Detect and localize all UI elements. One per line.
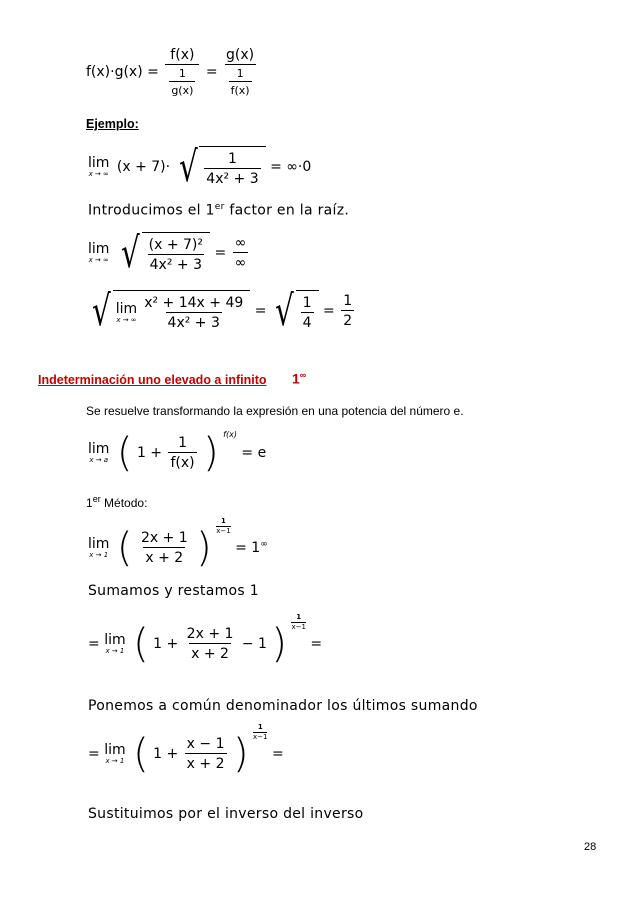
equals-suffix: =: [310, 636, 323, 652]
open-paren-icon: (: [116, 525, 133, 571]
fraction-numerator: ∞: [234, 235, 247, 251]
section-heading: Indeterminación uno elevado a infinito: [38, 373, 267, 387]
inner-fraction: [168, 436, 196, 470]
fraction-denominator: 4x² + 3: [148, 254, 204, 272]
method-label: [86, 494, 147, 510]
limit-label: lim: [88, 241, 110, 257]
base-fraction: [139, 531, 190, 565]
page-number: 28: [584, 841, 597, 853]
fraction-numerator: (x + 7)²: [148, 236, 203, 253]
fraction-numerator: 1: [302, 294, 312, 311]
radicand: [113, 290, 251, 332]
section-description: Se resuelve transformando la expresión en una potencia del número e.: [86, 404, 464, 418]
radicand-fraction: [147, 238, 205, 272]
example-limit-2: [88, 228, 250, 277]
close-paren-icon: ): [196, 525, 212, 571]
quarter-fraction: [301, 296, 314, 330]
limit-subscript: x → 1: [105, 757, 125, 765]
step-common-denominator: Ponemos a común denominador los últimos sumando: [88, 698, 478, 714]
step-text-rest: factor en la raíz.: [224, 202, 350, 219]
fraction-denominator: ∞: [233, 252, 249, 270]
limit-subscript: x → a: [89, 456, 109, 464]
fraction-denominator: x + 2: [189, 643, 231, 661]
limit-subscript: x → 1: [105, 647, 125, 655]
formula-e-limit: [88, 430, 267, 476]
inner-numerator: 1: [236, 67, 244, 80]
fraction-numerator: 1: [343, 293, 353, 309]
method-superscript: er: [92, 494, 101, 504]
step-text: Introducimos el 1: [88, 202, 215, 219]
section-symbol: [292, 370, 306, 387]
inner-fraction: [229, 68, 252, 96]
exponent-numerator: 1: [257, 723, 263, 731]
radical-sign-icon: √: [178, 142, 198, 191]
fraction-denominator: x + 2: [143, 547, 185, 565]
equals-suffix: =: [271, 746, 284, 762]
limit-operator: [104, 743, 125, 765]
limit-label: lim: [115, 300, 138, 317]
exponent-fraction: [253, 724, 267, 741]
fraction-g-over-inverse-f: [224, 48, 256, 96]
radicand-fraction: [204, 152, 260, 186]
open-paren-icon: (: [133, 621, 149, 667]
limit-operator: [88, 442, 109, 464]
fraction-denominator: 2: [341, 310, 354, 328]
exponent: f(x): [223, 430, 237, 439]
limit-label: lim: [88, 441, 110, 457]
step-add-subtract: Sumamos y restamos 1: [88, 583, 259, 599]
radicand: [296, 290, 319, 332]
limit-operator: [104, 633, 125, 655]
limit-subscript: x → ∞: [116, 315, 137, 324]
step-introduce-factor: [88, 202, 349, 219]
exponent-fraction: [291, 614, 305, 631]
equals-prefix: =: [88, 636, 100, 652]
method-number: 1: [86, 496, 93, 510]
fraction-denominator: f(x): [168, 452, 196, 470]
example-limit-3: [88, 286, 356, 335]
one-plus: 1 +: [153, 746, 179, 762]
limit-result: = ∞·0: [270, 159, 312, 175]
close-paren-icon: ): [271, 621, 288, 667]
section-symbol-base: 1: [292, 370, 300, 387]
limit-subscript: x → 1: [89, 551, 109, 559]
method-text: Método:: [100, 496, 148, 510]
half-fraction: [341, 294, 354, 328]
method-limit-2: [88, 613, 323, 667]
limit-operator: [116, 302, 137, 324]
result-superscript: ∞: [260, 539, 268, 550]
example-limit-1: [88, 142, 312, 191]
radical-sign-icon: √: [274, 286, 294, 335]
exponent-numerator: 1: [220, 517, 226, 525]
example-heading: Ejemplo:: [86, 117, 139, 131]
limit-label: lim: [104, 632, 126, 648]
section-symbol-sup: ∞: [299, 370, 307, 380]
one-plus: 1 +: [136, 445, 163, 461]
inner-fraction: [185, 737, 227, 771]
open-paren-icon: (: [133, 731, 149, 777]
fraction-denominator: x + 2: [185, 753, 227, 771]
result-fraction: [233, 236, 249, 270]
step-inverse: Sustituimos por el inverso del inverso: [88, 806, 364, 822]
fraction-f-over-inverse-g: [165, 48, 199, 96]
square-root: [117, 228, 210, 277]
inner-fraction: [185, 627, 236, 661]
fraction-numerator: 1: [228, 150, 237, 167]
equals-sign: =: [254, 303, 267, 319]
formula-lhs: f(x)·g(x) =: [86, 64, 159, 80]
close-paren-icon: ): [203, 430, 219, 476]
fraction-denominator: 4x² + 3: [166, 312, 222, 330]
fraction-denominator: 4: [301, 312, 314, 330]
fraction-numerator: g(x): [226, 47, 255, 63]
fraction-denominator: [225, 64, 256, 96]
method-limit-3: [88, 723, 284, 777]
radicand-fraction: [142, 296, 245, 330]
close-paren-icon: ): [232, 731, 249, 777]
fraction-denominator: [165, 64, 199, 96]
square-root: [175, 142, 266, 191]
one-plus: 1 +: [153, 636, 179, 652]
method-limit-1: [88, 517, 268, 571]
limit-operator: [88, 242, 109, 264]
exponent-denominator: x−1: [253, 733, 268, 741]
exponent-denominator: x−1: [216, 527, 231, 535]
limit-operator: [88, 156, 109, 178]
fraction-numerator: 2x + 1: [186, 626, 234, 642]
limit-label: lim: [88, 536, 110, 552]
fraction-numerator: 1: [178, 435, 188, 451]
fraction-denominator: 4x² + 3: [204, 168, 260, 186]
equals-sign: =: [323, 303, 335, 319]
exponent-denominator: x−1: [291, 623, 306, 631]
fraction-numerator: x² + 14x + 49: [144, 294, 244, 311]
equals-prefix: =: [88, 746, 100, 762]
equals-sign: =: [205, 64, 218, 80]
limit-subscript: x → ∞: [88, 170, 109, 178]
limit-label: lim: [104, 742, 126, 758]
step-superscript: er: [214, 202, 225, 212]
limit-operator: [88, 537, 109, 559]
inner-numerator: 1: [178, 67, 186, 80]
radicand: [142, 232, 210, 274]
limit-subscript: x → ∞: [88, 256, 109, 264]
fraction-numerator: f(x): [170, 47, 195, 63]
radical-sign-icon: √: [120, 228, 140, 277]
inner-denominator: f(x): [229, 81, 252, 96]
open-paren-icon: (: [116, 430, 133, 476]
square-root-outer: [88, 286, 250, 335]
radicand: [199, 146, 265, 188]
limit-result: = e: [241, 445, 267, 461]
limit-label: lim: [88, 155, 110, 171]
limit-result: = 1: [235, 540, 261, 556]
inner-fraction: [169, 68, 195, 96]
formula-product-fraction: [86, 48, 258, 96]
exponent-numerator: 1: [296, 613, 302, 621]
radical-sign-icon: √: [92, 286, 111, 335]
square-root-quarter: [271, 286, 319, 335]
fraction-numerator: x − 1: [186, 736, 225, 752]
fraction-numerator: 2x + 1: [140, 530, 188, 546]
factor-expression: (x + 7)·: [116, 159, 171, 175]
exponent-fraction: [216, 518, 230, 535]
inner-denominator: g(x): [169, 81, 195, 96]
minus-one: − 1: [241, 636, 267, 652]
equals-sign: =: [214, 245, 227, 261]
